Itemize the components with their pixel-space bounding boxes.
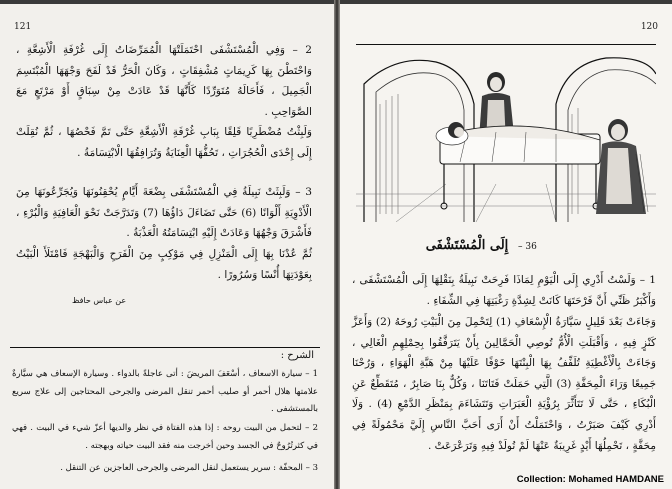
glossary-item: 3 – المحفّة : سرير يستعمل لنقل المرضى والجرحى العاجزين عن التنقل .: [60, 463, 318, 473]
paragraph: 2 – وَفِي الْمُسْتَشْفَى احْتَمَلَتْهَا الْمُمَرِّضَاتُ إِلَى غُرْفَةِ الْأَشِعَّةِ ، وَاحْتَطْنَ بِهَا كَرِيمَاتٍ مُشْفِقَاتٍ ، وَكَانَ الْحَرُّ قَدْ لَفَحَ وَجْهَهَا الْمُبْتَسِمَ الْجَمِيلَ ، فَأَحَالَهُ مُتَوَرِّدًا كَأَنَّهَا قَدْ عَادَتْ مِنْ سِبَاقٍ أَوْ مَرْتَعٍ مَعَ الصَّوَاحِبِ .: [16, 44, 312, 118]
author-attribution: عن عباس حافظ: [72, 296, 127, 305]
glossary-item: 2 – لتحمل من البيت روحه : إذا هذه الفتاة في نظر والديها أعزّ شيء في البيت . فهي في كثرتُرُوحٌ في الجسد وحين أخرجت منه فقد البيت حياته وبهجته .: [12, 423, 318, 451]
page-number-left: 121: [14, 22, 32, 32]
collection-credit: Collection: Mohamed HAMDANE: [516, 474, 664, 485]
glossary-item: 1 – سيارة الاسعاف ، أسْعَفَ المريضَ : أتى عاجلةً بالدواء . وسيارة الإسعاف هي سيَّارةٌ علامتها هلال أحمر أو صليب أحمر تنقل المرضى والجرحى المحتاجين إلى علاج سريع بالمستشفى .: [12, 369, 318, 414]
paragraph: ثُمَّ عُدْنَا بِهَا إِلَى الْمَنْزِلِ فِي مَوْكِبٍ مِنَ الْفَرَحِ وَالْبَهْجَةِ فَامْتَلَأَ الْبَيْتُ بِعَوْدَتِهَا أُنْسًا وَسُرُورًا .: [16, 248, 312, 281]
paragraph: وَلَبِثْتُ مُضْطَرِبًا قَلِقًا بِبَابِ غُرْفَةِ الْأَشِعَّةِ حَتَّى تَمَّ فَحْصُهَا ، ثُمَّ نُقِلَتْ إِلَى إِحْدَى الْحُجُرَاتِ ، تَحُفُّهَا الْعِنَايَةُ وَتُرَافِقُهَا الْابْتِسَامَةُ .: [16, 126, 312, 159]
paragraph: 1 – وَلَسْتُ أَدْرِي إِلَى الْيَوْمِ لِمَاذَا فَرِحَتْ نَبِيلَةُ بِنَقْلِهَا إِلَى الْمُسْتَشْفَى ، وَأَكْبَرُ ظَنِّي أَنَّ فَرْحَتَهَا كَانَتْ لِشِدَّةِ رَغْبَتِهَا فِي الشِّفَاءِ .: [352, 274, 656, 307]
page-number-right: 120: [640, 22, 658, 32]
glossary-title: الشرح :: [280, 350, 314, 361]
hospital-illustration: [356, 44, 656, 222]
lesson-title: إِلَى الْمُسْتَشْفَى: [425, 238, 509, 253]
paragraph: 3 – وَلَبِثَتْ نَبِيلَةُ فِي الْمُسْتَشْفَى بِضْعَةَ أَيَّامٍ يُحْقِنُونَهَا وَيُجَرِّعُونَهَا مِنَ الْأَدْوِيَةِ أَلْوَانًا (6) حَتَّى تَضَاءَلَ دَاؤُهَا (7) وَتَدَرَّجَتْ نَحْوَ الْعَافِيَةِ وَالْبُرْءِ ، فَأَشْرَقَ وَجْهُهَا وَعَادَتْ إِلَيْهِ ابْتِسَامَتُهُ الْعَذْبَةُ .: [16, 186, 312, 240]
left-page: [0, 4, 334, 489]
lesson-number: – 36: [518, 242, 537, 252]
paragraph: وَجَاءَتْ بَعْدَ قَلِيلٍ سَيَّارَةُ الْإِسْعَافِ (1) لِتَحْمِلَ مِنَ الْبَيْتِ رُوحَهُ (2) وَأَعَزَّ كَنْزٍ فِيهِ ، وَأَقْبَلَتِ الْأُمُّ تُوصِي الْحَمَّالِينَ بِأَنْ يَتَرَفَّقُوا بِحِمْلِهِمِ الْغَالِي ، وَجَاءَتْ بِالْأَغْطِيَةِ تُلَفِّفُ بِهَا الْبِنْتَهَا خَوْفًا عَلَيْهَا مِنْ هَبَّةِ الْهَوَاءِ ، وَرُحْنَا جَمِيعًا وَرَاءَ الْمِحَفَّةِ (3) الَّتِي حَمَلَتْ فَتَاتَنَا ، وَكُلٌّ بِنَا صَابِرٌ ، مُتَقَطِّعٌ عَنِ الْبُكَاءِ ، حَتَّى لَا تَتَأَثَّرَ بِرُؤْيَةِ الْعَبَرَاتِ وَتَتَشَاءَمَ بِمَنْظَرِ الدَّمْعِ (4) . وَلَا أَدْرِي كَيْفَ صَبَرْتُ ، وَاحْتَمَلْتُ أَنْ أَرَى أَحَبَّ النَّاسِ إِلَيَّ مَحْمُولَةً فِي مِحَفَّةٍ ، تَحْمِلُهَا أَيْدٍ غَرِيبَةٌ عَنْهَا لَمْ تُولَدْ فِيهِ وَتَرَعْرَعَتْ .: [352, 316, 656, 452]
glossary-divider: [10, 347, 320, 348]
right-page: [340, 4, 672, 489]
